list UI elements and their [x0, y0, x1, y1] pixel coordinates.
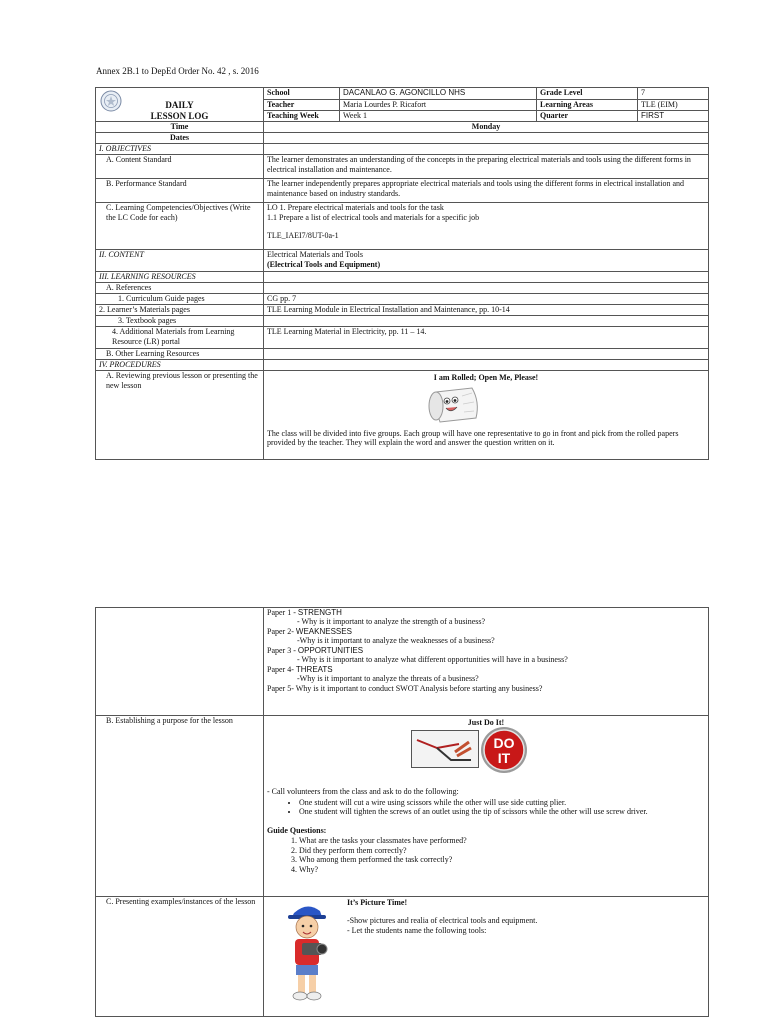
- deped-seal-icon: [100, 90, 122, 112]
- day-label: Monday: [264, 122, 709, 133]
- guide-question-4: 4. Why?: [299, 865, 705, 874]
- activity-title-picture-time: It’s Picture Time!: [347, 898, 408, 907]
- competency-code: TLE_IAEI7/8UT-0a-1: [267, 231, 339, 241]
- content-standard-label: A. Content Standard: [96, 155, 264, 179]
- paper-2-question: -Why is it important to analyze the weaknesses of a business?: [297, 636, 495, 646]
- competency-1-1: 1.1 Prepare a list of electrical tools and materials for a specific job: [267, 212, 480, 222]
- paper-2-word: WEAKNESSES: [295, 626, 352, 636]
- paper-4-line: Paper 4- THREATS: [267, 664, 333, 674]
- additional-materials-label: 4. Additional Materials from Learning Resource (LR) portal: [96, 327, 264, 349]
- dates-label: Dates: [96, 133, 264, 144]
- grade-level-label: Grade Level: [537, 88, 638, 100]
- activity-title-just-do-it: Just Do It!: [467, 718, 505, 727]
- do-it-badge-it: IT: [497, 750, 511, 766]
- paper-3-question: - Why is it important to analyze what different opportunities will have in a business?: [297, 655, 568, 665]
- paper-1-question: - Why is it important to analyze the strength of a business?: [297, 617, 486, 627]
- paper-1-word: STRENGTH: [297, 608, 342, 617]
- call-volunteers-text: - Call volunteers from the class and ask to do the following:: [267, 787, 459, 797]
- content-line-2: (Electrical Tools and Equipment): [267, 259, 381, 269]
- learning-areas-value: TLE (EIM): [638, 100, 709, 111]
- rolled-paper-character-icon: [422, 384, 482, 424]
- teaching-week-value: Week 1: [340, 111, 537, 122]
- teacher-value: Maria Lourdes P. Ricafort: [340, 100, 537, 111]
- school-label: School: [264, 88, 340, 100]
- curriculum-guide-label: 1. Curriculum Guide pages: [96, 294, 264, 305]
- teaching-week-label: Teaching Week: [264, 111, 340, 122]
- competencies-label: C. Learning Competencies/Objectives (Write the LC Code for each): [96, 203, 264, 250]
- references-label: A. References: [96, 283, 264, 294]
- log-title-lesson-log: LESSON LOG: [150, 110, 209, 121]
- guide-question-2: 2. Did they perform them correctly?: [299, 846, 705, 855]
- other-resources-label: B. Other Learning Resources: [96, 349, 264, 360]
- learners-materials-value: TLE Learning Module in Electrical Installation and Maintenance, pp. 10-14: [264, 305, 709, 316]
- header-logo-cell: [96, 88, 264, 122]
- content-heading: II. CONTENT: [96, 250, 264, 272]
- school-value: DACANLAO G. AGONCILLO NHS: [340, 88, 537, 100]
- task-bullet-1: • One student will cut a wire using scissors while the other will use side cutting plier.: [299, 798, 705, 807]
- lesson-log-table-2: [95, 607, 709, 1017]
- time-label: Time: [96, 122, 264, 133]
- guide-question-1: 1. What are the tasks your classmates have performed?: [299, 836, 705, 845]
- additional-materials-value: TLE Learning Material in Electricity, pp. 11 – 14.: [264, 327, 709, 349]
- competency-lo1: LO 1. Prepare electrical materials and tools for the task: [267, 203, 444, 213]
- establishing-purpose-label: B. Establishing a purpose for the lesson: [96, 716, 264, 897]
- reviewing-label: A. Reviewing previous lesson or presenting the new lesson: [96, 371, 264, 460]
- name-tools-text: - Let the students name the following tools:: [347, 925, 487, 935]
- do-it-badge-icon: [480, 726, 528, 774]
- grade-level-value: 7: [638, 88, 709, 100]
- paper-4-question: -Why is it important to analyze the threats of a business?: [297, 674, 479, 684]
- learning-areas-label: Learning Areas: [537, 100, 638, 111]
- teacher-label: Teacher: [264, 100, 340, 111]
- presenting-examples-label: C. Presenting examples/instances of the lesson: [96, 897, 264, 1017]
- reviewing-activity-text: The class will be divided into five groups. Each group will have one representative to go in front and pick from the rolled papers provided by the teacher. They will explain the word and answer the question written on it.: [267, 428, 679, 448]
- guide-questions-title: Guide Questions:: [267, 825, 327, 835]
- show-pictures-text: -Show pictures and realia of electrical tools and equipment.: [347, 916, 538, 926]
- log-title-daily: DAILY: [165, 100, 194, 110]
- paper-3-line: Paper 3 - OPPORTUNITIES: [267, 645, 364, 655]
- content-line-1: Electrical Materials and Tools: [267, 250, 363, 260]
- content-standard-text: The learner demonstrates an understanding of the concepts in the preparing electrical materials and tools using the different forms in electrical installation and maintenance.: [264, 155, 709, 179]
- paper-3-word: OPPORTUNITIES: [297, 645, 364, 655]
- performance-standard-label: B. Performance Standard: [96, 179, 264, 203]
- quarter-label: Quarter: [537, 111, 638, 122]
- objectives-heading: I. OBJECTIVES: [96, 144, 264, 155]
- paper-4-word: THREATS: [295, 664, 333, 674]
- paper-1-line: Paper 1 - STRENGTH: [267, 608, 342, 617]
- resources-heading: III. LEARNING RESOURCES: [96, 272, 264, 283]
- lesson-log-table-1: [95, 87, 709, 460]
- curriculum-guide-value: CG pp. 7: [264, 294, 709, 305]
- performance-standard-text: The learner independently prepares appropriate electrical materials and tools using the different forms in electrical installation and maintenance based on industry standards.: [264, 179, 709, 203]
- quarter-value: FIRST: [638, 111, 709, 122]
- task-bullet-2: • One student will tighten the screws of an outlet using the tip of scissors while the other will use screw driver.: [299, 807, 705, 816]
- wire-cutting-image: [411, 730, 479, 768]
- annex-reference: Annex 2B.1 to DepEd Order No. 42 , s. 2016: [96, 66, 259, 76]
- paper-5-line: Paper 5- Why is it important to conduct SWOT Analysis before starting any business?: [267, 683, 543, 693]
- textbook-label: 3. Textbook pages: [96, 316, 264, 327]
- boy-with-camera-image: [282, 899, 332, 1003]
- activity-title-rolled: I am Rolled; Open Me, Please!: [433, 373, 539, 383]
- do-it-badge-do: DO: [493, 735, 515, 751]
- procedures-heading: IV. PROCEDURES: [96, 360, 264, 371]
- learners-materials-label: 2. Learner’s Materials pages: [96, 305, 264, 316]
- guide-question-3: 3. Who among them performed the task correctly?: [299, 855, 705, 864]
- paper-2-line: Paper 2- WEAKNESSES: [267, 626, 352, 636]
